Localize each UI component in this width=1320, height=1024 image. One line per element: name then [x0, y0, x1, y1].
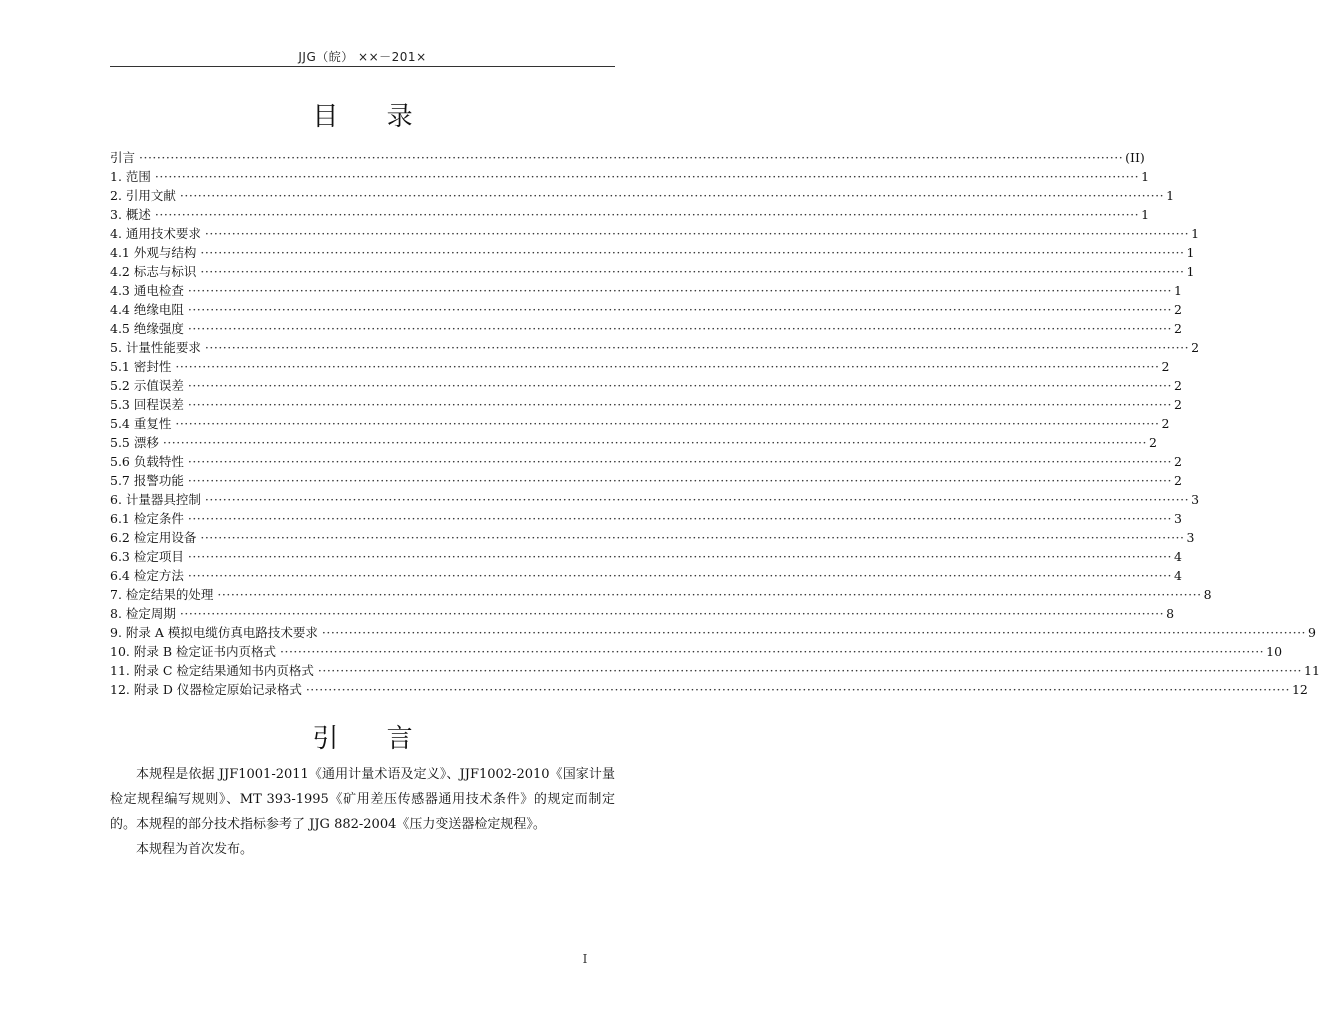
- toc-entry[interactable]: [110, 471, 1182, 490]
- toc-entry[interactable]: [110, 623, 1316, 642]
- toc-entry-label: 4.2 标志与标识: [110, 264, 197, 279]
- toc-entry[interactable]: [110, 661, 1320, 680]
- toc-entry-page: 3: [1191, 492, 1200, 507]
- toc-entry-page: 4: [1174, 568, 1182, 583]
- toc-entry-page: 2: [1149, 435, 1157, 450]
- toc-dot-leader: ····························································································································································································································: [204, 492, 1190, 507]
- toc-entry-label: 4.4 绝缘电阻: [110, 302, 184, 317]
- toc-entry-page: 1: [1186, 264, 1195, 279]
- toc-entry-label: 5.7 报警功能: [110, 473, 184, 488]
- toc-dot-leader: ····························································································································································································································: [280, 644, 1265, 659]
- toc-dot-leader: ····························································································································································································································: [187, 397, 1173, 412]
- toc-entry[interactable]: [110, 186, 1175, 205]
- toc-dot-leader: ····························································································································································································································: [187, 378, 1173, 393]
- toc-entry[interactable]: [110, 243, 1195, 262]
- toc-entry-label: 5.3 回程误差: [110, 397, 184, 412]
- toc-entry-page: 10: [1266, 644, 1283, 659]
- page-number: I: [582, 952, 588, 966]
- toc-dot-leader: ····························································································································································································································: [200, 264, 1185, 279]
- intro-paragraph: 本规程为首次发布。: [136, 842, 254, 857]
- toc-entry[interactable]: [110, 395, 1182, 414]
- toc-entry-page: 1: [1141, 207, 1150, 222]
- toc-dot-leader: ····························································································································································································································: [187, 283, 1173, 298]
- toc-entry-label: 6.2 检定用设备: [110, 530, 197, 545]
- toc-entry[interactable]: [110, 148, 1145, 167]
- toc-entry-label: 4.5 绝缘强度: [110, 321, 184, 336]
- toc-entry-page: 2: [1161, 416, 1170, 431]
- toc-entry[interactable]: [110, 585, 1212, 604]
- toc-entry-page: 1: [1166, 188, 1175, 203]
- toc-entry[interactable]: [110, 376, 1182, 395]
- toc-entry-label: 10. 附录 B 检定证书内页格式: [110, 644, 276, 659]
- toc-dot-leader: ····························································································································································································································: [187, 473, 1173, 488]
- toc-dot-leader: ····························································································································································································································: [321, 625, 1307, 640]
- toc-dot-leader: ····························································································································································································································: [179, 606, 1165, 621]
- toc-entry-page: 2: [1174, 454, 1182, 469]
- toc-dot-leader: ····························································································································································································································: [317, 663, 1303, 678]
- toc-entry-page: 2: [1174, 321, 1182, 336]
- intro-paragraph: 本规程是依据 JJF1001-2011《通用计量术语及定义》、JJF1002-2010《国家计量检定规程编写规则》、MT 393-1995《矿用差压传感器通用技术条件》的规定而制定的。本规程的部分技术指标参考了 JJG 882-2004《压力变送器检定规程》。: [110, 767, 615, 832]
- toc-dot-leader: ····························································································································································································································: [200, 530, 1185, 545]
- toc-entry[interactable]: [110, 528, 1195, 547]
- toc-entry-label: 1. 范围: [110, 169, 151, 184]
- toc-entry-page: 3: [1186, 530, 1195, 545]
- toc-entry-label: 5.2 示值误差: [110, 378, 184, 393]
- toc-dot-leader: ····························································································································································································································: [187, 454, 1173, 469]
- toc-entry-page: 4: [1174, 549, 1182, 564]
- toc-entry-page: 1: [1186, 245, 1195, 260]
- toc-entry-page: (II): [1125, 150, 1145, 165]
- intro-body: [110, 762, 615, 862]
- toc-entry-label: 4.1 外观与结构: [110, 245, 197, 260]
- toc-entry[interactable]: [110, 262, 1195, 281]
- toc-entry[interactable]: [110, 509, 1182, 528]
- toc-entry-label: 11. 附录 C 检定结果通知书内页格式: [110, 663, 314, 678]
- toc-entry-label: 6.1 检定条件: [110, 511, 184, 526]
- toc-entry-label: 3. 概述: [110, 207, 151, 222]
- toc-dot-leader: ····························································································································································································································: [162, 435, 1148, 450]
- toc-entry[interactable]: [110, 604, 1175, 623]
- toc-dot-leader: ····························································································································································································································: [139, 150, 1124, 165]
- toc-entry-label: 4.3 通电检查: [110, 283, 184, 298]
- toc-dot-leader: ····························································································································································································································: [179, 188, 1165, 203]
- toc-entry[interactable]: [110, 167, 1150, 186]
- toc-entry-page: 2: [1174, 473, 1182, 488]
- toc-entry-label: 5.4 重复性: [110, 416, 172, 431]
- toc-dot-leader: ····························································································································································································································: [187, 302, 1173, 317]
- toc-entry[interactable]: [110, 357, 1170, 376]
- toc-entry-label: 5.6 负载特性: [110, 454, 184, 469]
- toc-entry[interactable]: [110, 205, 1150, 224]
- toc-dot-leader: ····························································································································································································································: [187, 321, 1173, 336]
- toc-entry-label: 5. 计量性能要求: [110, 340, 201, 355]
- toc-list: [110, 148, 1320, 699]
- toc-entry[interactable]: [110, 452, 1182, 471]
- toc-dot-leader: ····························································································································································································································: [217, 587, 1202, 602]
- toc-entry-label: 12. 附录 D 仪器检定原始记录格式: [110, 682, 302, 697]
- toc-entry-label: 2. 引用文献: [110, 188, 176, 203]
- toc-entry-page: 2: [1174, 397, 1182, 412]
- toc-entry-page: 1: [1174, 283, 1182, 298]
- toc-entry[interactable]: [110, 566, 1182, 585]
- running-header: JJG（皖） ××－201×: [298, 50, 427, 64]
- toc-entry-label: 6.3 检定项目: [110, 549, 184, 564]
- toc-dot-leader: ····························································································································································································································: [175, 359, 1160, 374]
- toc-dot-leader: ····························································································································································································································: [154, 207, 1140, 222]
- toc-entry-page: 2: [1174, 378, 1182, 393]
- toc-entry[interactable]: [110, 224, 1200, 243]
- toc-entry-label: 7. 检定结果的处理: [110, 587, 214, 602]
- toc-entry-page: 8: [1203, 587, 1212, 602]
- toc-entry-label: 5.5 漂移: [110, 435, 159, 450]
- toc-entry-page: 8: [1166, 606, 1175, 621]
- toc-entry-label: 6.4 检定方法: [110, 568, 184, 583]
- toc-dot-leader: ····························································································································································································································: [187, 568, 1173, 583]
- toc-entry-page: 2: [1191, 340, 1200, 355]
- toc-entry[interactable]: [110, 642, 1283, 661]
- toc-dot-leader: ····························································································································································································································: [200, 245, 1185, 260]
- toc-entry-page: 3: [1174, 511, 1182, 526]
- toc-entry-page: 12: [1291, 682, 1308, 697]
- toc-entry-page: 1: [1191, 226, 1200, 241]
- toc-dot-leader: ····························································································································································································································: [204, 340, 1190, 355]
- toc-entry[interactable]: [110, 490, 1200, 509]
- toc-entry[interactable]: [110, 281, 1182, 300]
- toc-dot-leader: ····························································································································································································································: [175, 416, 1160, 431]
- toc-entry-label: 6. 计量器具控制: [110, 492, 201, 507]
- toc-dot-leader: ····························································································································································································································: [204, 226, 1190, 241]
- toc-dot-leader: ····························································································································································································································: [187, 549, 1173, 564]
- header-rule: [110, 66, 615, 67]
- toc-entry[interactable]: [110, 547, 1182, 566]
- toc-entry-label: 9. 附录 A 模拟电缆仿真电路技术要求: [110, 625, 318, 640]
- toc-entry-label: 引言: [110, 150, 136, 165]
- toc-entry-label: 4. 通用技术要求: [110, 226, 201, 241]
- toc-entry-page: 9: [1308, 625, 1316, 640]
- toc-entry-page: 1: [1141, 169, 1150, 184]
- toc-entry[interactable]: [110, 300, 1182, 319]
- toc-dot-leader: ····························································································································································································································: [154, 169, 1140, 184]
- toc-dot-leader: ····························································································································································································································: [187, 511, 1173, 526]
- toc-title: 目 录: [312, 102, 433, 132]
- toc-entry-page: 2: [1161, 359, 1170, 374]
- toc-dot-leader: ····························································································································································································································: [305, 682, 1290, 697]
- toc-entry[interactable]: [110, 319, 1182, 338]
- toc-entry[interactable]: [110, 433, 1157, 452]
- toc-entry[interactable]: [110, 338, 1200, 357]
- intro-title: 引 言: [312, 724, 433, 754]
- toc-entry-page: 2: [1174, 302, 1182, 317]
- toc-entry-label: 5.1 密封性: [110, 359, 172, 374]
- toc-entry-page: 11: [1304, 663, 1320, 678]
- toc-entry-label: 8. 检定周期: [110, 606, 176, 621]
- toc-entry[interactable]: [110, 680, 1308, 699]
- toc-entry[interactable]: [110, 414, 1170, 433]
